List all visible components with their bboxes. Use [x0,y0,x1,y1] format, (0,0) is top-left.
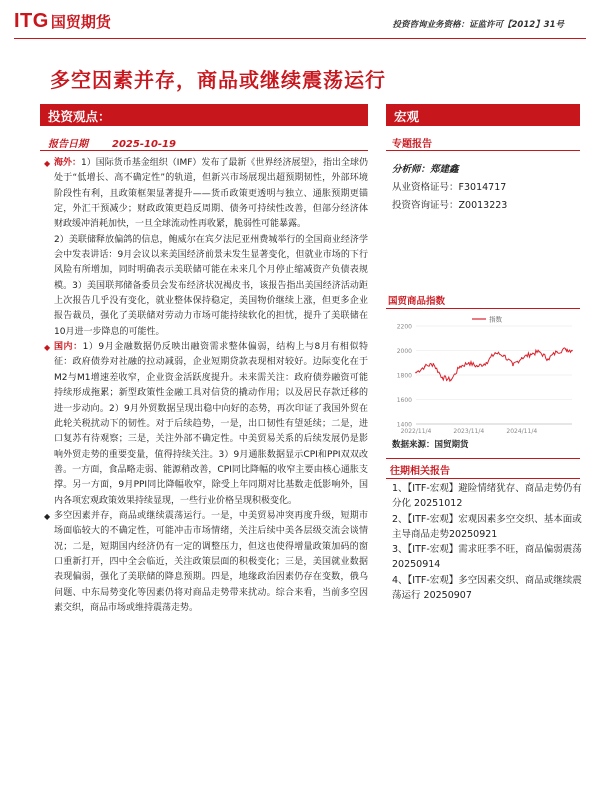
logo-company-name: 国贸期货 [50,13,111,31]
x-tick-label: 2023/11/4 [453,428,485,435]
analyst-label: 分析师： [392,164,431,175]
right-divider-2 [386,308,580,309]
data-point [503,355,505,357]
data-point [512,364,514,366]
body-text [54,156,368,616]
data-source: 数据来源：国贸期货 [392,440,469,450]
related-report-item[interactable]: 4、【ITF-宏观】多空因素交织、商品或继续震荡运行 20250907 [392,574,582,602]
advisory-value: Z0013223 [458,200,508,211]
report-date [48,135,176,150]
y-tick-label: 1600 [396,397,412,404]
header-divider [14,38,586,39]
advisory-row [392,197,582,215]
series-line [416,348,572,381]
logo-itg: ITG [14,10,49,32]
related-report-item[interactable]: 1、【ITF-宏观】避险情绪犹存、商品走势仍有分化 20251012 [392,483,582,510]
y-tick-label: 2000 [396,348,412,355]
data-point [547,358,549,360]
domestic-text: 1）9月金融数据仍反映出融资需求整体偏弱，结构上与8月有相似特征：政府债券对社融的拉动减弱，企业短期贷款表现相对较好。边际变化在于M2与M1增速差收窄，企业资金活跃度提升。未来需关注：政府债券融资可能持续形成拖累；新型政策性金融工具对信贷的撬动作用；以及居民存款迁移的进一步动向。2）9月外贸数据呈现出稳中向好的态势，再次印证了我国外贸在此轮关税扰动下的韧性。对于后续趋势，一是，出口韧性有望延续；二是，进口复苏有待观察；三是，关注外部不确定性。中美贸易关系的后续发展仍是影响外贸走势的重要变量，值得持续关注。3）9月通胀数据显示CPI和PPI双双改善。一方面，食品略走弱、能源稍改善，CPI同比降幅的收窄主要由核心通胀支撑。另一方面，9月PPI同比降幅收窄，除受上年同期对比基数走低影响外，国内各项宏观政策效果持续显现，一些行业价格呈现积极变化。 [54,342,368,506]
legend-label: 指数 [489,315,502,324]
overseas-paragraph [54,156,368,233]
commodity-index-chart [386,312,580,440]
domestic-paragraph [54,340,368,509]
data-point [433,363,435,365]
cert-row [392,179,582,197]
investment-view-heading: 投资观点： [48,109,111,124]
analyst-info [392,161,582,215]
category-bar [386,104,580,126]
analyst-row [392,161,582,179]
y-tick-label: 1400 [396,421,412,429]
data-point [494,352,496,354]
y-tick-label: 2200 [396,323,412,331]
data-point [477,366,479,368]
data-point [441,377,443,379]
right-divider-3 [386,458,580,459]
data-point [521,357,523,359]
cert-label: 从业资格证号： [392,182,459,193]
cert-value: F3014717 [458,182,507,193]
summary-paragraph: ◆ 多空因素并存，商品或继续震荡运行。一是，中美贸易冲突再度升级，短期市场面临较大的不确定性，可能冲击市场情绪，关注后续中美各层级交流会谈情况；二是，短期国内经济仍有一定的调整压力，但这也使得增量政策加码的窗口重新打开，四中全会临近，关注政策层面的积极变化；三是，美国就业数据表现偏弱，强化了美联储的降息预期。四是，地缘政治因素仍存在变数，俄乌问题、中东局势变化等因素仍将对商品走势带来扰动。综合来看，当前多空因素交织，商品市场或维持震荡走势。 [54,509,368,616]
data-point [530,353,532,355]
data-point [538,351,540,353]
analyst-name: 郑建鑫 [430,164,459,175]
related-report-item[interactable]: 3、【ITF-宏观】需求旺季不旺，商品偏弱震荡 20250914 [392,544,582,571]
category-heading: 宏观 [394,109,420,124]
x-tick-label: 2024/11/4 [506,428,538,435]
chart-title: 国贸商品指数 [388,296,446,307]
right-divider-1 [386,150,580,151]
domestic-lead: 国内： [54,342,83,353]
license-text: 投资咨询业务资格：证监许可【2012】31号 [392,20,564,30]
y-tick-label: 1800 [396,372,412,380]
page-header [0,0,600,42]
data-point [450,379,452,381]
related-reports-list [392,481,582,603]
data-point [459,366,461,368]
related-report-item[interactable]: 2、【ITF-宏观】宏观因素多空交织、基本面或主导商品走势20250921 [392,513,582,540]
report-date-value: 2025-10-19 [112,139,176,150]
report-date-label: 报告日期 [48,139,88,150]
overseas-lead: 海外： [54,158,82,168]
left-divider [40,150,368,151]
data-point [468,362,470,364]
data-point [486,362,488,364]
data-point [556,351,558,353]
report-type: 专题报告 [392,139,432,150]
data-point [571,350,573,352]
company-logo [14,10,111,33]
overseas-text: 1）国际货币基金组织（IMF）发布了最新《世界经济展望》，指出全球仍处于“低增长、高不确定性”的轨道，但新兴市场展现出超预期韧性，外部环境阶段性有利，且政策框架显著提升——货币政策更透明与独立、通胀预期更锚定，外汇干预减少；财政政策更趋反周期、债务可持续性改善，但部分经济体财政缓冲消耗加快，一旦全球流动性再收紧，脆弱性可能暴露。 [54,158,368,230]
advisory-label: 投资咨询证号： [392,200,459,211]
x-tick-label: 2022/11/4 [400,428,432,435]
related-reports-title: 往期相关报告 [390,466,450,477]
investment-view-bar [40,104,368,126]
data-point [415,372,417,374]
overseas-paragraph-2: 2）美联储释放偏鸽的信息，鲍威尔在宾夕法尼亚州费城举行的全国商业经济学会中发表讲话：9月会议以来美国经济前景未发生显著变化，但就业市场的下行风险有所增加，同时明确表示美联储可能在未来几个月停止缩减资产负债表规模。3）美国联邦储备委员会发布经济状况褐皮书，该报告指出美国经济活动距上次报告几乎没有变化，就业整体保持稳定，美国物价继续上涨，但更多企业报告裁员，强化了美联储对劳动力市场可能持续软化的担忧，提升了美联储在10月进一步降息的可能性。 [54,234,368,337]
report-title: 多空因素并存，商品或继续震荡运行 [50,68,386,92]
right-divider-4 [386,478,580,479]
data-point [565,348,567,350]
data-point [424,366,426,368]
